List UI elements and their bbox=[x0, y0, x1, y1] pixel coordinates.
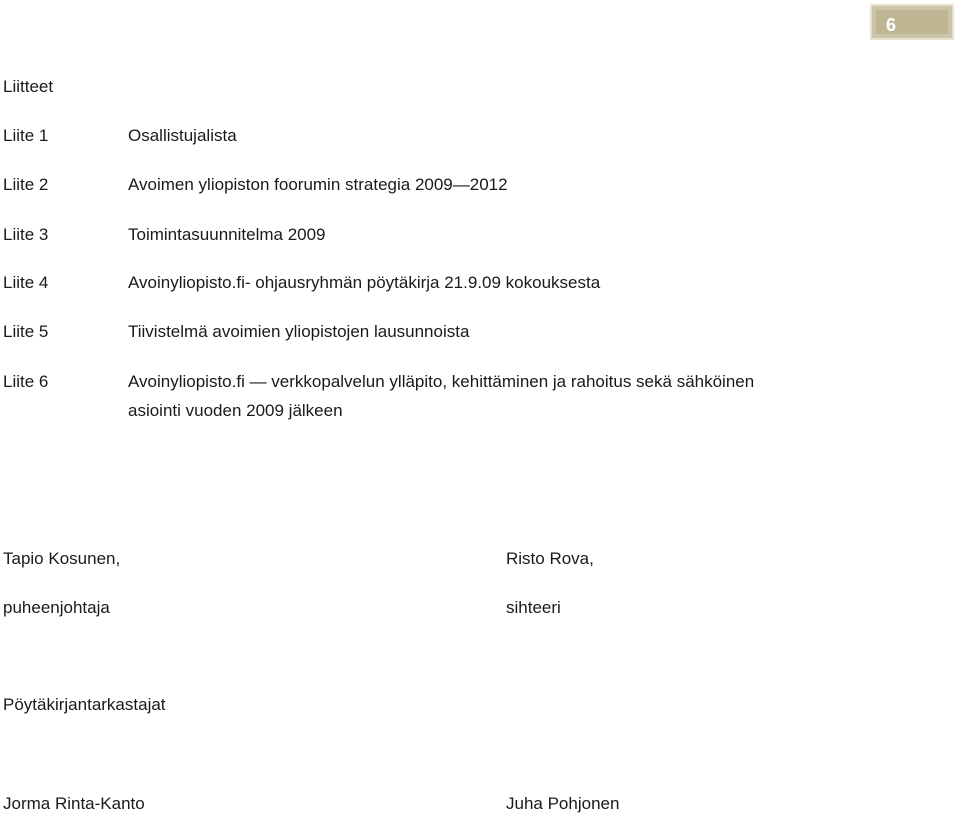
appendix-title: Osallistujalista bbox=[128, 126, 237, 145]
page-number-badge bbox=[870, 4, 954, 40]
reviewer-name: Jorma Rinta-Kanto bbox=[3, 794, 145, 813]
appendix-label: Liite 4 bbox=[3, 273, 49, 292]
appendix-label: Liite 1 bbox=[3, 126, 49, 145]
chair-role: puheenjohtaja bbox=[3, 598, 110, 617]
appendix-label: Liite 3 bbox=[3, 225, 49, 244]
page-number: 6 bbox=[886, 15, 897, 35]
appendix-title: Avoinyliopisto.fi- ohjausryhmän pöytäkirja 21.9.09 kokouksesta bbox=[128, 273, 601, 292]
reviewer-name: Juha Pohjonen bbox=[506, 794, 620, 813]
appendix-title: Tiivistelmä avoimien yliopistojen lausunnoista bbox=[128, 322, 470, 341]
appendix-label: Liite 6 bbox=[3, 372, 49, 391]
appendix-label: Liite 5 bbox=[3, 322, 49, 341]
reviewers-heading: Pöytäkirjantarkastajat bbox=[3, 695, 166, 714]
secretary-name: Risto Rova, bbox=[506, 549, 594, 568]
appendix-title: Toimintasuunnitelma 2009 bbox=[128, 225, 326, 244]
appendix-title-continuation: asiointi vuoden 2009 jälkeen bbox=[128, 401, 343, 420]
appendices-heading: Liitteet bbox=[3, 77, 54, 96]
chair-name: Tapio Kosunen, bbox=[3, 549, 121, 568]
appendix-title: Avoimen yliopiston foorumin strategia 2009—2012 bbox=[128, 175, 508, 194]
secretary-role: sihteeri bbox=[506, 598, 561, 617]
appendix-title: Avoinyliopisto.fi — verkkopalvelun ylläpito, kehittäminen ja rahoitus sekä sähköinen bbox=[128, 372, 755, 391]
appendix-label: Liite 2 bbox=[3, 175, 49, 194]
